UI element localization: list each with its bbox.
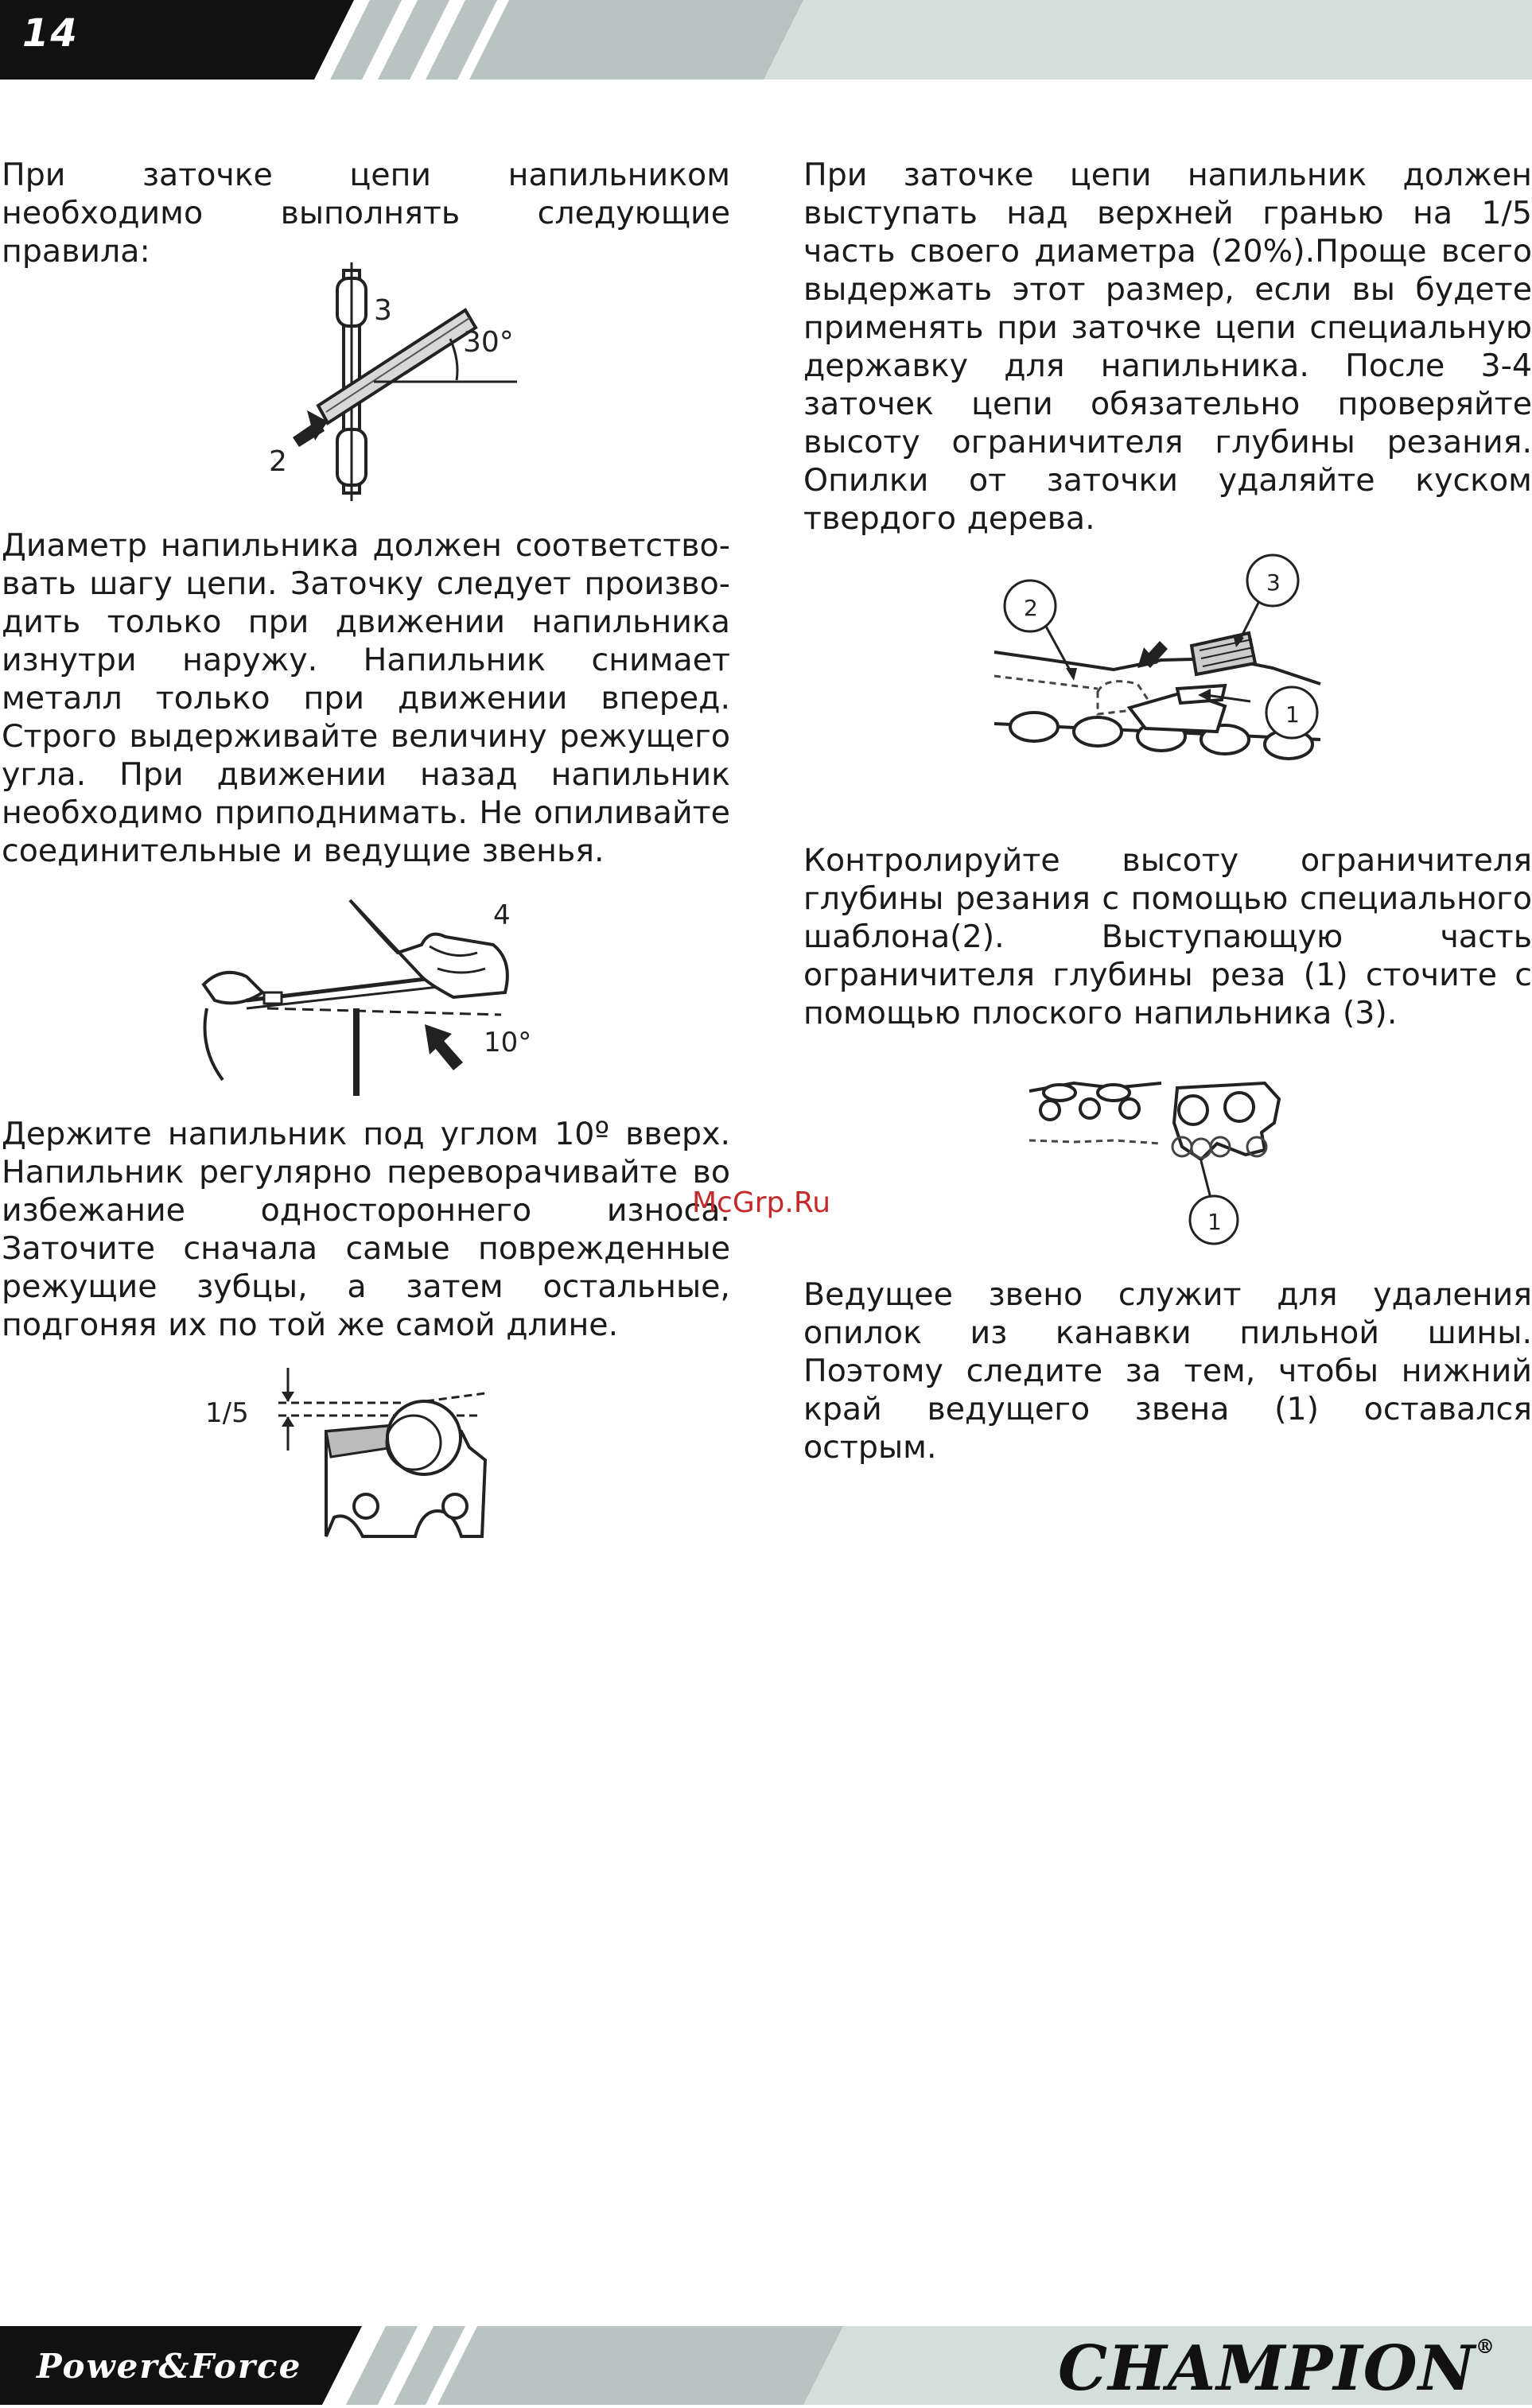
fig4-callout-1: 1 [1285, 701, 1300, 728]
left-paragraph-1: При заточке цепи напильником необходимо выполнять следующие правила: [2, 157, 730, 270]
left-paragraph-3: Держите напильник под углом 10º вверх. Напильник регулярно переворачивайте во избежание одностороннего износа. Заточите сначала самые поврежденные режущие зубцы, а затем остальные, подгоняя их по той же самой длине. [2, 1116, 730, 1343]
fig4-callout-2: 2 [1024, 595, 1038, 621]
champion-logo-text: CHAMPION [1057, 2332, 1476, 2405]
fig1-angle: 30° [463, 326, 514, 359]
right-paragraph-2: Контролируйте высоту ограничителя глубины резания с помощью специального шаблона(2). Выступающую часть ограничителя глубины реза (1) сточите с помощью плоского напильника (3). [803, 842, 1532, 1031]
fig5-callout-1: 1 [1207, 1209, 1222, 1235]
header-banner [0, 0, 1532, 80]
fig1-label-arrow: 2 [269, 445, 287, 478]
page-header [0, 0, 1532, 80]
watermark: McGrp.Ru [692, 1187, 831, 1219]
figure-depth-gauge [986, 549, 1336, 795]
fig4-callout-3: 3 [1266, 569, 1281, 596]
figure-drive-link [1026, 1067, 1297, 1258]
fig2-label-hand: 4 [493, 899, 511, 931]
footer-brand-champion [1058, 2332, 1495, 2405]
registered-mark: ® [1476, 2335, 1495, 2358]
left-paragraph-2: Диаметр напильника должен соответствовать шагу цепи. Заточку следует производить только при движении напильника изнутри наружу. Напильник снимает металл только при движении вперед. Строго выдерживайте величину режущего угла. При движении назад напильник необходимо приподнимать. Не опиливайте соединительные и ведущие звенья. [2, 527, 730, 869]
figure-file-protrusion [199, 1352, 525, 1543]
figure-file-angle-10 [191, 889, 549, 1104]
page-footer [0, 2326, 1532, 2405]
fig2-angle: 10° [484, 1027, 532, 1058]
right-paragraph-3: Ведущее звено служит для удаления опилок из канавки пильной шины. Поэтому следите за тем, чтобы нижний край ведущего звена (1) оставался острым. [803, 1276, 1532, 1466]
page-number: 14 [22, 11, 79, 56]
right-paragraph-1: При заточке цепи напильник должен выступать над верхней гранью на 1/5 часть своего диаметра (20%).Проще всего выдержать этот размер, если вы будете применять при заточке цепи специальную державку для напильника. После 3-4 заточек цепи обязательно проверяйте высоту ограничителя глубины резания. Опилки от заточки удаляйте куском твердого дерева. [803, 157, 1532, 537]
fig1-label-file: 3 [374, 294, 392, 327]
footer-brand-power-force: Power&Force [37, 2347, 302, 2386]
fig3-fraction: 1/5 [205, 1397, 249, 1429]
figure-file-angle-30 [255, 262, 525, 501]
